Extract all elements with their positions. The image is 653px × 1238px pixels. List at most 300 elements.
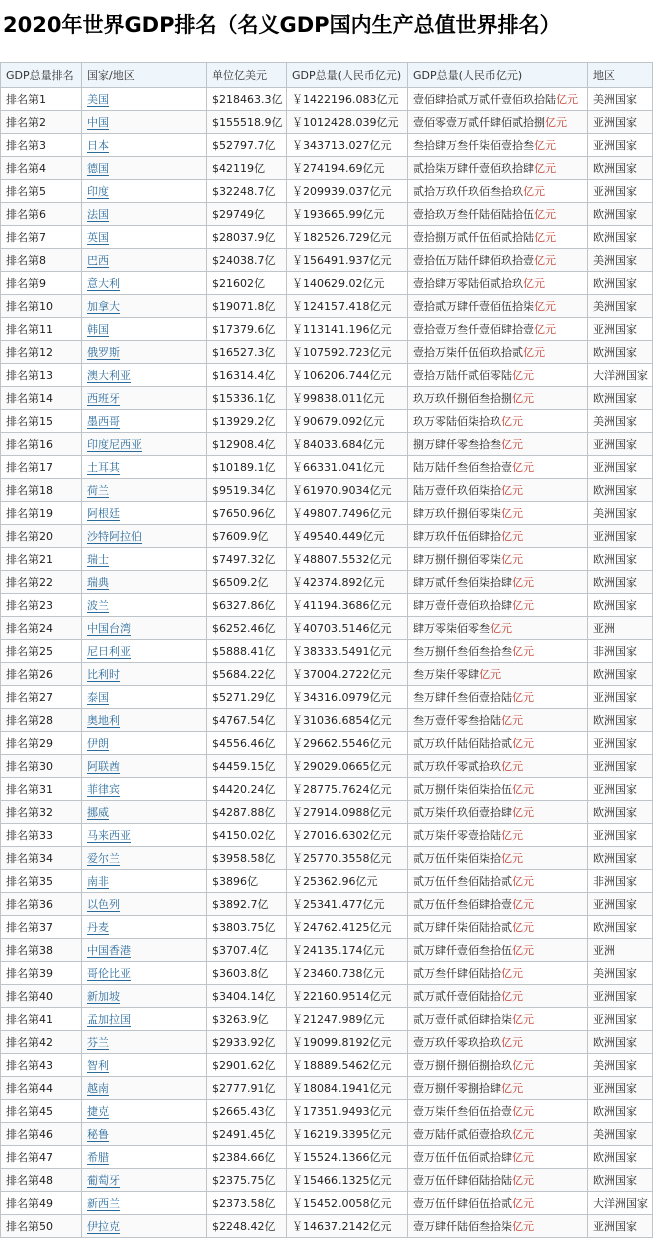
yi-unit: 亿元 xyxy=(501,1036,523,1049)
rmb-cell: ￥18084.1941亿元 xyxy=(287,1077,408,1100)
yi-unit: 亿元 xyxy=(512,1151,534,1164)
yi-unit: 亿元 xyxy=(512,1128,534,1141)
country-link[interactable] xyxy=(82,295,207,318)
country-link[interactable] xyxy=(82,985,207,1008)
region-cell: 亚洲国家 xyxy=(588,525,653,548)
region-cell: 美洲国家 xyxy=(588,1054,653,1077)
usd-cell: $7609.9亿 xyxy=(207,525,287,548)
rank-cell: 排名第12 xyxy=(1,341,82,364)
rmb-cell: ￥15452.0058亿元 xyxy=(287,1192,408,1215)
usd-cell: $32248.7亿 xyxy=(207,180,287,203)
header-usd: 单位亿美元 xyxy=(207,63,287,88)
rmb-chinese-numeral: 壹万伍仟肆佰伍拾贰 xyxy=(413,1197,512,1210)
country-name[interactable]: 尼日利亚 xyxy=(87,645,131,658)
rmb-cell: ￥48807.5532亿元 xyxy=(287,548,408,571)
rank-cell: 排名第11 xyxy=(1,318,82,341)
country-link[interactable] xyxy=(82,203,207,226)
rmb-chinese-numeral: 陆万陆仟叁佰叁拾壹 xyxy=(413,461,512,474)
country-name[interactable]: 葡萄牙 xyxy=(87,1174,120,1187)
rank-cell: 排名第14 xyxy=(1,387,82,410)
rank-cell: 排名第13 xyxy=(1,364,82,387)
table-row xyxy=(1,1192,653,1215)
usd-cell: $3263.9亿 xyxy=(207,1008,287,1031)
country-name[interactable]: 瑞典 xyxy=(87,576,109,589)
rmb-chinese-numeral: 壹拾贰万肆仟壹佰伍拾柒 xyxy=(413,300,534,313)
rmb-chinese-numeral: 捌万肆仟零叁拾叁 xyxy=(413,438,501,451)
region-cell: 亚洲国家 xyxy=(588,893,653,916)
country-link[interactable] xyxy=(82,364,207,387)
rmb-chinese-cell xyxy=(408,847,588,870)
country-link[interactable] xyxy=(82,870,207,893)
country-link[interactable] xyxy=(82,180,207,203)
country-name[interactable]: 孟加拉国 xyxy=(87,1013,131,1026)
rank-cell: 排名第29 xyxy=(1,732,82,755)
region-cell: 美洲国家 xyxy=(588,249,653,272)
usd-cell: $12908.4亿 xyxy=(207,433,287,456)
region-cell: 美洲国家 xyxy=(588,295,653,318)
rmb-chinese-cell xyxy=(408,364,588,387)
country-name[interactable]: 波兰 xyxy=(87,599,109,612)
country-link[interactable] xyxy=(82,686,207,709)
country-link[interactable] xyxy=(82,318,207,341)
yi-unit: 亿元 xyxy=(512,1220,534,1233)
country-link[interactable] xyxy=(82,272,207,295)
yi-unit: 亿元 xyxy=(501,484,523,497)
usd-cell: $3803.75亿 xyxy=(207,916,287,939)
rmb-chinese-cell xyxy=(408,755,588,778)
rmb-chinese-numeral: 壹万陆仟贰佰壹拾玖 xyxy=(413,1128,512,1141)
usd-cell: $42119亿 xyxy=(207,157,287,180)
rmb-cell: ￥1012428.039亿元 xyxy=(287,111,408,134)
usd-cell: $3958.58亿 xyxy=(207,847,287,870)
yi-unit: 亿元 xyxy=(501,990,523,1003)
usd-cell: $2665.43亿 xyxy=(207,1100,287,1123)
header-rank: GDP总量排名 xyxy=(1,63,82,88)
rmb-cell: ￥209939.037亿元 xyxy=(287,180,408,203)
rmb-cell: ￥34316.0979亿元 xyxy=(287,686,408,709)
region-cell: 欧洲国家 xyxy=(588,203,653,226)
country-link[interactable] xyxy=(82,157,207,180)
usd-cell: $2491.45亿 xyxy=(207,1123,287,1146)
country-name[interactable]: 英国 xyxy=(87,231,109,244)
yi-unit: 亿元 xyxy=(501,507,523,520)
rmb-chinese-numeral: 贰万玖仟零贰拾玖 xyxy=(413,760,501,773)
rmb-chinese-numeral: 贰万柒仟零壹拾陆 xyxy=(413,829,501,842)
country-name[interactable]: 新西兰 xyxy=(87,1197,120,1210)
country-name[interactable]: 墨西哥 xyxy=(87,415,120,428)
rank-cell: 排名第7 xyxy=(1,226,82,249)
yi-unit: 亿元 xyxy=(501,415,523,428)
country-link[interactable] xyxy=(82,548,207,571)
region-cell: 美洲国家 xyxy=(588,502,653,525)
country-link[interactable] xyxy=(82,341,207,364)
rmb-chinese-numeral: 贰拾柒万肆仟壹佰玖拾肆 xyxy=(413,162,534,175)
country-link[interactable] xyxy=(82,893,207,916)
usd-cell: $5684.22亿 xyxy=(207,663,287,686)
rmb-chinese-cell xyxy=(408,1054,588,1077)
yi-unit: 亿元 xyxy=(512,691,534,704)
region-cell: 欧洲国家 xyxy=(588,1146,653,1169)
country-name[interactable]: 中国香港 xyxy=(87,944,131,957)
usd-cell: $4556.46亿 xyxy=(207,732,287,755)
table-row xyxy=(1,203,653,226)
country-name[interactable]: 巴西 xyxy=(87,254,109,267)
yi-unit: 亿元 xyxy=(512,1174,534,1187)
rmb-cell: ￥140629.02亿元 xyxy=(287,272,408,295)
region-cell: 大洋洲国家 xyxy=(588,1192,653,1215)
usd-cell: $5271.29亿 xyxy=(207,686,287,709)
region-cell: 欧洲国家 xyxy=(588,341,653,364)
usd-cell: $7497.32亿 xyxy=(207,548,287,571)
rmb-chinese-numeral: 贰万壹仟贰佰肆拾柒 xyxy=(413,1013,512,1026)
rank-cell: 排名第42 xyxy=(1,1031,82,1054)
table-row xyxy=(1,732,653,755)
rank-cell: 排名第15 xyxy=(1,410,82,433)
table-row xyxy=(1,548,653,571)
country-name[interactable]: 阿联酋 xyxy=(87,760,120,773)
table-row xyxy=(1,1123,653,1146)
country-name[interactable]: 韩国 xyxy=(87,323,109,336)
rmb-chinese-cell xyxy=(408,226,588,249)
country-link[interactable] xyxy=(82,1077,207,1100)
usd-cell: $3404.14亿 xyxy=(207,985,287,1008)
country-name[interactable]: 比利时 xyxy=(87,668,120,681)
table-row xyxy=(1,180,653,203)
table-row xyxy=(1,939,653,962)
yi-unit: 亿元 xyxy=(512,898,534,911)
region-cell: 亚洲国家 xyxy=(588,433,653,456)
rank-cell: 排名第17 xyxy=(1,456,82,479)
country-link[interactable] xyxy=(82,962,207,985)
usd-cell: $28037.9亿 xyxy=(207,226,287,249)
usd-cell: $2248.42亿 xyxy=(207,1215,287,1238)
region-cell: 欧洲国家 xyxy=(588,916,653,939)
country-link[interactable] xyxy=(82,847,207,870)
country-link[interactable] xyxy=(82,1215,207,1238)
region-cell: 亚洲国家 xyxy=(588,1008,653,1031)
country-link[interactable] xyxy=(82,617,207,640)
country-name[interactable]: 中国 xyxy=(87,116,109,129)
usd-cell: $4150.02亿 xyxy=(207,824,287,847)
country-name[interactable]: 意大利 xyxy=(87,277,120,290)
rmb-chinese-cell xyxy=(408,893,588,916)
region-cell: 亚洲 xyxy=(588,939,653,962)
rmb-chinese-cell xyxy=(408,732,588,755)
region-cell: 亚洲国家 xyxy=(588,824,653,847)
country-link[interactable] xyxy=(82,525,207,548)
rmb-cell: ￥29662.5546亿元 xyxy=(287,732,408,755)
country-name[interactable]: 以色列 xyxy=(87,898,120,911)
table-row xyxy=(1,663,653,686)
country-link[interactable] xyxy=(82,732,207,755)
country-link[interactable] xyxy=(82,1031,207,1054)
rmb-chinese-numeral: 肆万零柒佰零叁 xyxy=(413,622,490,635)
country-link[interactable] xyxy=(82,939,207,962)
rmb-chinese-numeral: 贰万肆仟壹佰叁拾伍 xyxy=(413,944,512,957)
yi-unit: 亿元 xyxy=(512,599,534,612)
rmb-chinese-cell xyxy=(408,111,588,134)
country-link[interactable] xyxy=(82,1008,207,1031)
rmb-chinese-numeral: 贰万叁仟肆佰陆拾 xyxy=(413,967,501,980)
country-link[interactable] xyxy=(82,387,207,410)
region-cell: 亚洲国家 xyxy=(588,985,653,1008)
rank-cell: 排名第35 xyxy=(1,870,82,893)
rmb-cell: ￥343713.027亿元 xyxy=(287,134,408,157)
region-cell: 亚洲国家 xyxy=(588,180,653,203)
country-link[interactable] xyxy=(82,571,207,594)
country-link[interactable] xyxy=(82,479,207,502)
table-row xyxy=(1,640,653,663)
country-link[interactable] xyxy=(82,1054,207,1077)
rmb-cell: ￥16219.3395亿元 xyxy=(287,1123,408,1146)
rmb-cell: ￥193665.99亿元 xyxy=(287,203,408,226)
rmb-chinese-numeral: 壹拾捌万贰仟伍佰贰拾陆 xyxy=(413,231,534,244)
table-row xyxy=(1,272,653,295)
rmb-chinese-cell xyxy=(408,157,588,180)
table-row xyxy=(1,387,653,410)
rmb-cell: ￥1422196.083亿元 xyxy=(287,88,408,111)
region-cell: 亚洲国家 xyxy=(588,755,653,778)
country-link[interactable] xyxy=(82,410,207,433)
rmb-chinese-numeral: 贰万肆仟柒佰陆拾贰 xyxy=(413,921,512,934)
rmb-chinese-numeral: 壹拾万陆仟贰佰零陆 xyxy=(413,369,512,382)
rmb-chinese-cell xyxy=(408,1031,588,1054)
country-name[interactable]: 马来西亚 xyxy=(87,829,131,842)
rank-cell: 排名第23 xyxy=(1,594,82,617)
usd-cell: $24038.7亿 xyxy=(207,249,287,272)
rmb-cell: ￥31036.6854亿元 xyxy=(287,709,408,732)
usd-cell: $7650.96亿 xyxy=(207,502,287,525)
region-cell: 欧洲国家 xyxy=(588,226,653,249)
rmb-chinese-cell xyxy=(408,203,588,226)
country-link[interactable] xyxy=(82,1146,207,1169)
rank-cell: 排名第2 xyxy=(1,111,82,134)
country-name[interactable]: 澳大利亚 xyxy=(87,369,131,382)
country-link[interactable] xyxy=(82,640,207,663)
rank-cell: 排名第6 xyxy=(1,203,82,226)
yi-unit: 亿元 xyxy=(501,1082,523,1095)
rmb-cell: ￥124157.418亿元 xyxy=(287,295,408,318)
country-link[interactable] xyxy=(82,824,207,847)
country-link[interactable] xyxy=(82,755,207,778)
yi-unit: 亿元 xyxy=(534,254,556,267)
usd-cell: $52797.7亿 xyxy=(207,134,287,157)
yi-unit: 亿元 xyxy=(501,438,523,451)
rmb-chinese-numeral: 叁拾肆万叁仟柒佰壹拾叁 xyxy=(413,139,534,152)
region-cell: 美洲国家 xyxy=(588,962,653,985)
rmb-chinese-cell xyxy=(408,88,588,111)
table-row xyxy=(1,962,653,985)
usd-cell: $2373.58亿 xyxy=(207,1192,287,1215)
yi-unit: 亿元 xyxy=(534,300,556,313)
region-cell: 亚洲 xyxy=(588,617,653,640)
country-name[interactable]: 印度 xyxy=(87,185,109,198)
country-name[interactable]: 智利 xyxy=(87,1059,109,1072)
table-row xyxy=(1,870,653,893)
country-link[interactable] xyxy=(82,226,207,249)
country-name[interactable]: 阿根廷 xyxy=(87,507,120,520)
yi-unit: 亿元 xyxy=(501,714,523,727)
header-country: 国家/地区 xyxy=(82,63,207,88)
rank-cell: 排名第4 xyxy=(1,157,82,180)
country-name[interactable]: 希腊 xyxy=(87,1151,109,1164)
country-link[interactable] xyxy=(82,111,207,134)
country-name[interactable]: 法国 xyxy=(87,208,109,221)
rank-cell: 排名第8 xyxy=(1,249,82,272)
yi-unit: 亿元 xyxy=(512,1105,534,1118)
table-row xyxy=(1,571,653,594)
yi-unit: 亿元 xyxy=(556,93,578,106)
table-row xyxy=(1,709,653,732)
rmb-cell: ￥23460.738亿元 xyxy=(287,962,408,985)
rmb-cell: ￥106206.744亿元 xyxy=(287,364,408,387)
region-cell: 欧洲国家 xyxy=(588,571,653,594)
country-name[interactable]: 伊拉克 xyxy=(87,1220,120,1233)
rank-cell: 排名第9 xyxy=(1,272,82,295)
rank-cell: 排名第32 xyxy=(1,801,82,824)
rank-cell: 排名第25 xyxy=(1,640,82,663)
country-name[interactable]: 泰国 xyxy=(87,691,109,704)
rmb-chinese-cell xyxy=(408,433,588,456)
rmb-chinese-numeral: 肆万玖仟捌佰零柒 xyxy=(413,507,501,520)
region-cell: 欧洲国家 xyxy=(588,663,653,686)
yi-unit: 亿元 xyxy=(512,783,534,796)
country-link[interactable] xyxy=(82,249,207,272)
region-cell: 欧洲国家 xyxy=(588,1100,653,1123)
page-title: 2020年世界GDP排名（名义GDP国内生产总值世界排名） xyxy=(3,13,561,37)
country-link[interactable] xyxy=(82,1192,207,1215)
usd-cell: $2901.62亿 xyxy=(207,1054,287,1077)
rmb-cell: ￥99838.011亿元 xyxy=(287,387,408,410)
yi-unit: 亿元 xyxy=(534,323,556,336)
table-row xyxy=(1,1008,653,1031)
table-row xyxy=(1,1054,653,1077)
country-link[interactable] xyxy=(82,778,207,801)
rank-cell: 排名第1 xyxy=(1,88,82,111)
table-row xyxy=(1,410,653,433)
country-link[interactable] xyxy=(82,134,207,157)
rank-cell: 排名第39 xyxy=(1,962,82,985)
table-row xyxy=(1,686,653,709)
rmb-cell: ￥40703.5146亿元 xyxy=(287,617,408,640)
country-name[interactable]: 西班牙 xyxy=(87,392,120,405)
country-name[interactable]: 土耳其 xyxy=(87,461,120,474)
country-name[interactable]: 德国 xyxy=(87,162,109,175)
country-name[interactable]: 爱尔兰 xyxy=(87,852,120,865)
country-name[interactable]: 美国 xyxy=(87,93,109,106)
country-link[interactable] xyxy=(82,1123,207,1146)
yi-unit: 亿元 xyxy=(512,806,534,819)
country-link[interactable] xyxy=(82,663,207,686)
country-link[interactable] xyxy=(82,433,207,456)
rmb-cell: ￥42374.892亿元 xyxy=(287,571,408,594)
yi-unit: 亿元 xyxy=(512,921,534,934)
country-link[interactable] xyxy=(82,502,207,525)
yi-unit: 亿元 xyxy=(490,622,512,635)
usd-cell: $2933.92亿 xyxy=(207,1031,287,1054)
rmb-chinese-cell xyxy=(408,594,588,617)
rmb-chinese-cell xyxy=(408,1146,588,1169)
country-name[interactable]: 日本 xyxy=(87,139,109,152)
usd-cell: $2777.91亿 xyxy=(207,1077,287,1100)
country-name[interactable]: 沙特阿拉伯 xyxy=(87,530,142,543)
rank-cell: 排名第33 xyxy=(1,824,82,847)
rank-cell: 排名第5 xyxy=(1,180,82,203)
rmb-chinese-numeral: 壹拾伍万陆仟肆佰玖拾壹 xyxy=(413,254,534,267)
country-name[interactable]: 伊朗 xyxy=(87,737,109,750)
rank-cell: 排名第21 xyxy=(1,548,82,571)
country-link[interactable] xyxy=(82,1100,207,1123)
usd-cell: $13929.2亿 xyxy=(207,410,287,433)
rank-cell: 排名第47 xyxy=(1,1146,82,1169)
table-row xyxy=(1,755,653,778)
country-name[interactable]: 中国台湾 xyxy=(87,622,131,635)
country-name[interactable]: 挪威 xyxy=(87,806,109,819)
country-name[interactable]: 新加坡 xyxy=(87,990,120,1003)
region-cell: 亚洲国家 xyxy=(588,111,653,134)
country-link[interactable] xyxy=(82,88,207,111)
country-link[interactable] xyxy=(82,456,207,479)
country-name[interactable]: 印度尼西亚 xyxy=(87,438,142,451)
rmb-chinese-cell xyxy=(408,939,588,962)
table-row xyxy=(1,1146,653,1169)
rank-cell: 排名第16 xyxy=(1,433,82,456)
country-name[interactable]: 南非 xyxy=(87,875,109,888)
yi-unit: 亿元 xyxy=(512,645,534,658)
country-name[interactable]: 俄罗斯 xyxy=(87,346,120,359)
country-name[interactable]: 瑞士 xyxy=(87,553,109,566)
usd-cell: $16314.4亿 xyxy=(207,364,287,387)
country-name[interactable]: 菲律宾 xyxy=(87,783,120,796)
region-cell: 欧洲国家 xyxy=(588,847,653,870)
rmb-cell: ￥66331.041亿元 xyxy=(287,456,408,479)
rmb-chinese-numeral: 壹拾玖万叁仟陆佰陆拾伍 xyxy=(413,208,534,221)
rmb-chinese-numeral: 壹佰零壹万贰仟肆佰贰拾捌 xyxy=(413,116,545,129)
rmb-chinese-numeral: 壹佰肆拾贰万贰仟壹佰玖拾陆 xyxy=(413,93,556,106)
usd-cell: $3603.8亿 xyxy=(207,962,287,985)
country-link[interactable] xyxy=(82,1169,207,1192)
table-row xyxy=(1,594,653,617)
country-link[interactable] xyxy=(82,709,207,732)
country-name[interactable]: 捷克 xyxy=(87,1105,109,1118)
country-name[interactable]: 哥伦比亚 xyxy=(87,967,131,980)
country-name[interactable]: 加拿大 xyxy=(87,300,120,313)
region-cell: 亚洲国家 xyxy=(588,318,653,341)
country-link[interactable] xyxy=(82,916,207,939)
rmb-chinese-cell xyxy=(408,525,588,548)
usd-cell: $6509.2亿 xyxy=(207,571,287,594)
country-link[interactable] xyxy=(82,594,207,617)
rmb-chinese-cell xyxy=(408,1100,588,1123)
country-name[interactable]: 荷兰 xyxy=(87,484,109,497)
country-name[interactable]: 秘鲁 xyxy=(87,1128,109,1141)
rmb-chinese-numeral: 肆万贰仟叁佰柒拾肆 xyxy=(413,576,512,589)
country-name[interactable]: 丹麦 xyxy=(87,921,109,934)
country-name[interactable]: 芬兰 xyxy=(87,1036,109,1049)
region-cell: 欧洲国家 xyxy=(588,548,653,571)
table-row xyxy=(1,341,653,364)
rmb-cell: ￥21247.989亿元 xyxy=(287,1008,408,1031)
country-name[interactable]: 奥地利 xyxy=(87,714,120,727)
country-link[interactable] xyxy=(82,801,207,824)
rmb-cell: ￥15524.1366亿元 xyxy=(287,1146,408,1169)
rmb-cell: ￥41194.3686亿元 xyxy=(287,594,408,617)
table-row xyxy=(1,479,653,502)
yi-unit: 亿元 xyxy=(479,668,501,681)
usd-cell: $4287.88亿 xyxy=(207,801,287,824)
rank-cell: 排名第41 xyxy=(1,1008,82,1031)
country-name[interactable]: 越南 xyxy=(87,1082,109,1095)
